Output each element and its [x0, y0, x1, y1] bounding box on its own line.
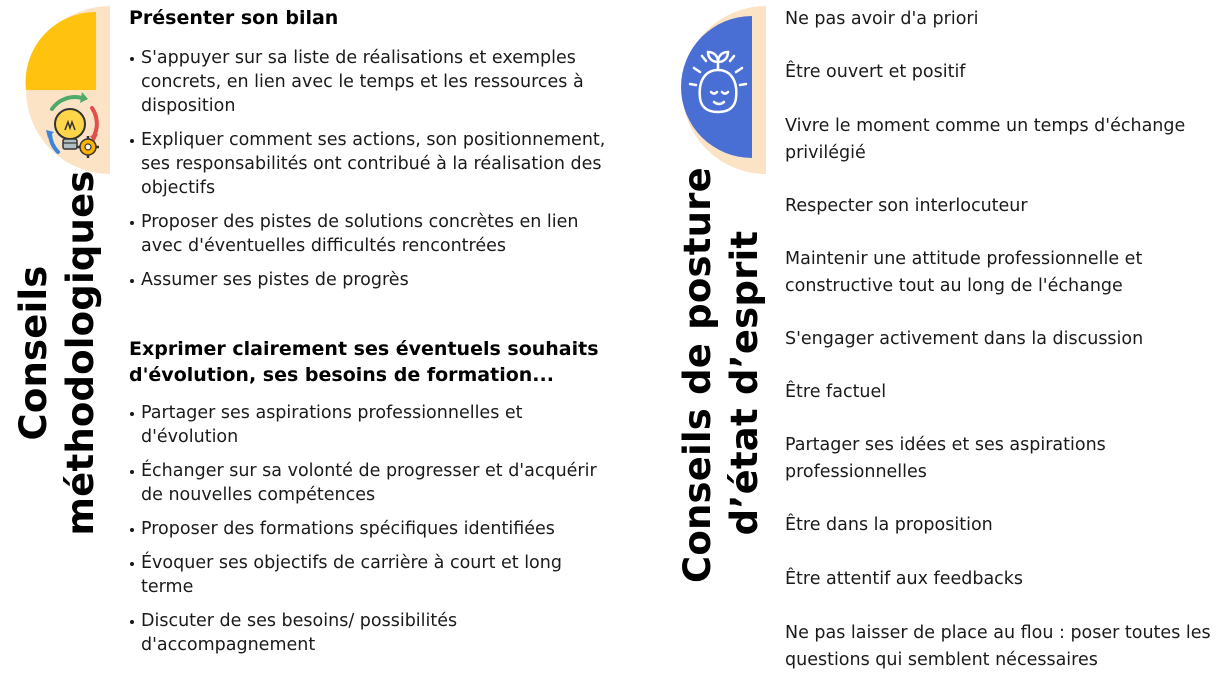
- list-item: Échanger sur sa volonté de progresser et d'acquérir de nouvelles compétences: [129, 459, 619, 507]
- list-item: Respecter son interlocuteur: [785, 196, 1028, 216]
- list-item: Partager ses aspirations professionnelles et d'évolution: [129, 401, 619, 449]
- list-item: Évoquer ses objectifs de carrière à court et long terme: [129, 551, 619, 599]
- section-title: Présenter son bilan: [129, 7, 339, 29]
- posture-title-line-2: d’état d’esprit: [723, 230, 766, 536]
- methodo-title-line-1: Conseils: [12, 265, 55, 441]
- posture-vertical-title: [674, 167, 768, 583]
- list-item: S'engager activement dans la discussion: [785, 329, 1144, 349]
- posture-title-line-1: Conseils de posture: [676, 167, 719, 583]
- list-item: Ne pas avoir d'a priori: [785, 9, 979, 29]
- list-item: Ne pas laisser de place au flou : poser toutes les questions qui semblent nécessaires: [785, 623, 1211, 670]
- methodo-section-2: [129, 336, 619, 667]
- list-item: Discuter de ses besoins/ possibilités d'accompagnement: [129, 609, 619, 657]
- bullet-list: [129, 46, 619, 292]
- lightbulb-gear-cycle-icon: [10, 6, 110, 174]
- methodo-section-1: [129, 5, 619, 302]
- list-item: Assumer ses pistes de progrès: [129, 268, 619, 292]
- list-item: Proposer des pistes de solutions concrètes en lien avec d'éventuelles difficultés rencontrées: [129, 210, 619, 258]
- list-item: Être factuel: [785, 382, 887, 402]
- list-item: Être ouvert et positif: [785, 62, 966, 82]
- list-item: Maintenir une attitude professionnelle et constructive tout au long de l'échange: [785, 249, 1143, 296]
- methodo-title-line-2: méthodologiques: [59, 170, 102, 536]
- section-title: Exprimer clairement ses éventuels souhaits d'évolution, ses besoins de formation...: [129, 338, 599, 386]
- list-item: S'appuyer sur sa liste de réalisations et exemples concrets, en lien avec le temps et les ressources à disposition: [129, 46, 619, 118]
- methodo-vertical-title: [10, 161, 104, 545]
- list-item: Proposer des formations spécifiques identifiées: [129, 517, 619, 541]
- list-item: Vivre le moment comme un temps d'échange privilégié: [785, 116, 1186, 163]
- list-item: Être attentif aux feedbacks: [785, 569, 1024, 589]
- list-item: Être dans la proposition: [785, 515, 993, 535]
- bullet-list: [129, 401, 619, 657]
- list-item: Expliquer comment ses actions, son positionnement, ses responsabilités ont contribué à la réalisation des objectifs: [129, 128, 619, 200]
- mind-growth-head-icon: [666, 6, 766, 174]
- list-item: Partager ses idées et ses aspirations professionnelles: [785, 435, 1106, 482]
